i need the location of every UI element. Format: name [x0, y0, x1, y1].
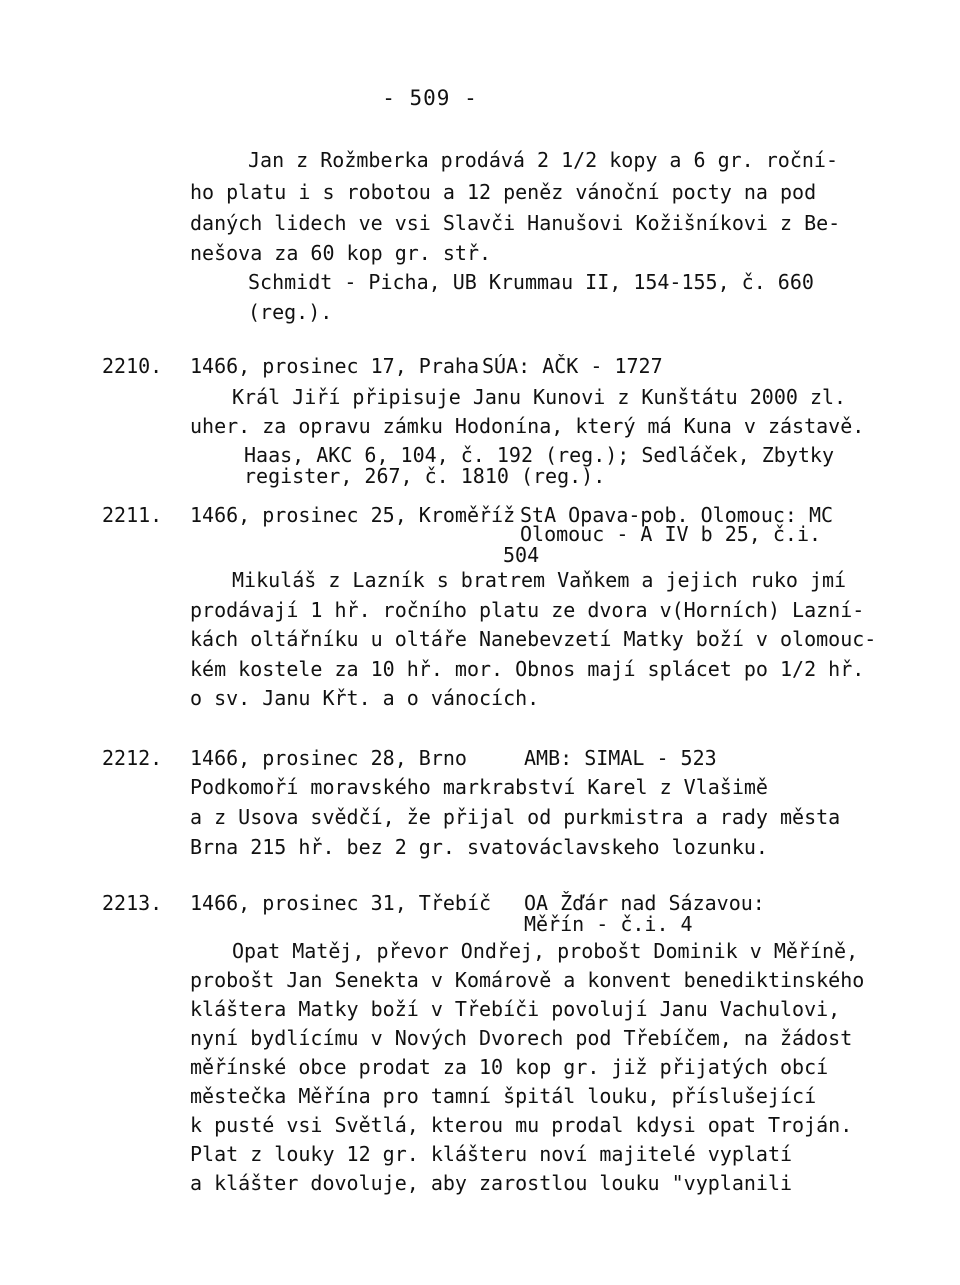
entry-text-line: probošt Jan Senekta v Komárově a konvent benediktinského: [190, 968, 865, 992]
entry-archive: Olomouc - A IV b 25, č.i.: [520, 522, 822, 546]
entry-text-line: a z Usova svědčí, že přijal od purkmistra a rady města: [190, 805, 841, 829]
entry-number: 2212.: [102, 746, 163, 770]
entry-text-line: o sv. Janu Křt. a o vánocích.: [190, 686, 540, 710]
entry-text-line: a klášter dovoluje, aby zarostlou louku "vyplanili: [190, 1171, 793, 1195]
entry-text-line: k pusté vsi Světlá, kterou mu prodal kdysi opat Troján.: [190, 1113, 853, 1137]
intro-line: nešova za 60 kop gr. stř.: [190, 241, 492, 265]
intro-line: ho platu i s robotou a 12 peněz vánoční pocty na pod: [190, 180, 817, 204]
entry-heading: 1466, prosinec 28, Brno: [190, 746, 467, 770]
entry-text-line: Podkomoří moravského markrabství Karel z Vlašimě: [190, 775, 768, 799]
entry-number: 2211.: [102, 503, 163, 527]
entry-text-line: městečka Měřína pro tamní špitál louku, příslušející: [190, 1084, 817, 1108]
page-number: - 509 -: [382, 86, 478, 110]
entry-text-line: uher. za opravu zámku Hodonína, který má Kuna v zástavě.: [190, 414, 865, 438]
entry-ref-line: Haas, AKC 6, 104, č. 192 (reg.); Sedláček, Zbytky: [244, 443, 835, 467]
intro-line: Jan z Rožmberka prodává 2 1/2 kopy a 6 gr. roční-: [248, 148, 839, 172]
entry-text-line: kách oltářníku u oltáře Nanebevzetí Matky boží v olomouc-: [190, 627, 877, 651]
entry-archive: 504: [503, 543, 540, 567]
entry-archive: Měřín - č.i. 4: [524, 912, 693, 936]
entry-text-line: kém kostele za 10 hř. mor. Obnos mají splácet po 1/2 hř.: [190, 657, 865, 681]
entry-text-line: Opat Matěj, převor Ondřej, probošt Dominik v Měříně,: [232, 939, 859, 963]
entry-archive: OA Žďár nad Sázavou:: [524, 891, 765, 915]
entry-text-line: Mikuláš z Lazník s bratrem Vaňkem a jejich ruko jmí: [232, 568, 847, 592]
entry-heading: 1466, prosinec 17, Praha: [190, 354, 479, 378]
entry-archive: StA Opava-pob. Olomouc: MC: [520, 503, 834, 527]
entry-text-line: prodávají 1 hř. ročního platu ze dvora v(Horních) Lazní-: [190, 598, 865, 622]
entry-number: 2213.: [102, 891, 163, 915]
entry-number: 2210.: [102, 354, 163, 378]
entry-text-line: Brna 215 hř. bez 2 gr. svatováclavskeho lozunku.: [190, 835, 768, 859]
entry-archive: SÚA: AČK - 1727: [482, 354, 663, 378]
entry-text-line: Král Jiří připisuje Janu Kunovi z Kunštátu 2000 zl.: [232, 385, 847, 409]
intro-ref-line: (reg.).: [248, 300, 333, 324]
entry-text-line: Plat z louky 12 gr. klášteru noví majitelé vyplatí: [190, 1142, 793, 1166]
entry-heading: 1466, prosinec 25, Kroměříž: [190, 503, 516, 527]
entry-ref-line: register, 267, č. 1810 (reg.).: [244, 464, 606, 488]
entry-text-line: kláštera Matky boží v Třebíči povolují Janu Vachulovi,: [190, 997, 841, 1021]
entry-archive: AMB: SIMAL - 523: [524, 746, 717, 770]
entry-heading: 1466, prosinec 31, Třebíč: [190, 891, 492, 915]
entry-text-line: měřínské obce prodat za 10 kop gr. již přijatých obcí: [190, 1055, 829, 1079]
intro-line: daných lidech ve vsi Slavči Hanušovi Kožišníkovi z Be-: [190, 211, 841, 235]
entry-text-line: nyní bydlícímu v Nových Dvorech pod Třebíčem, na žádost: [190, 1026, 853, 1050]
intro-ref-line: Schmidt - Picha, UB Krummau II, 154-155, č. 660: [248, 270, 814, 294]
